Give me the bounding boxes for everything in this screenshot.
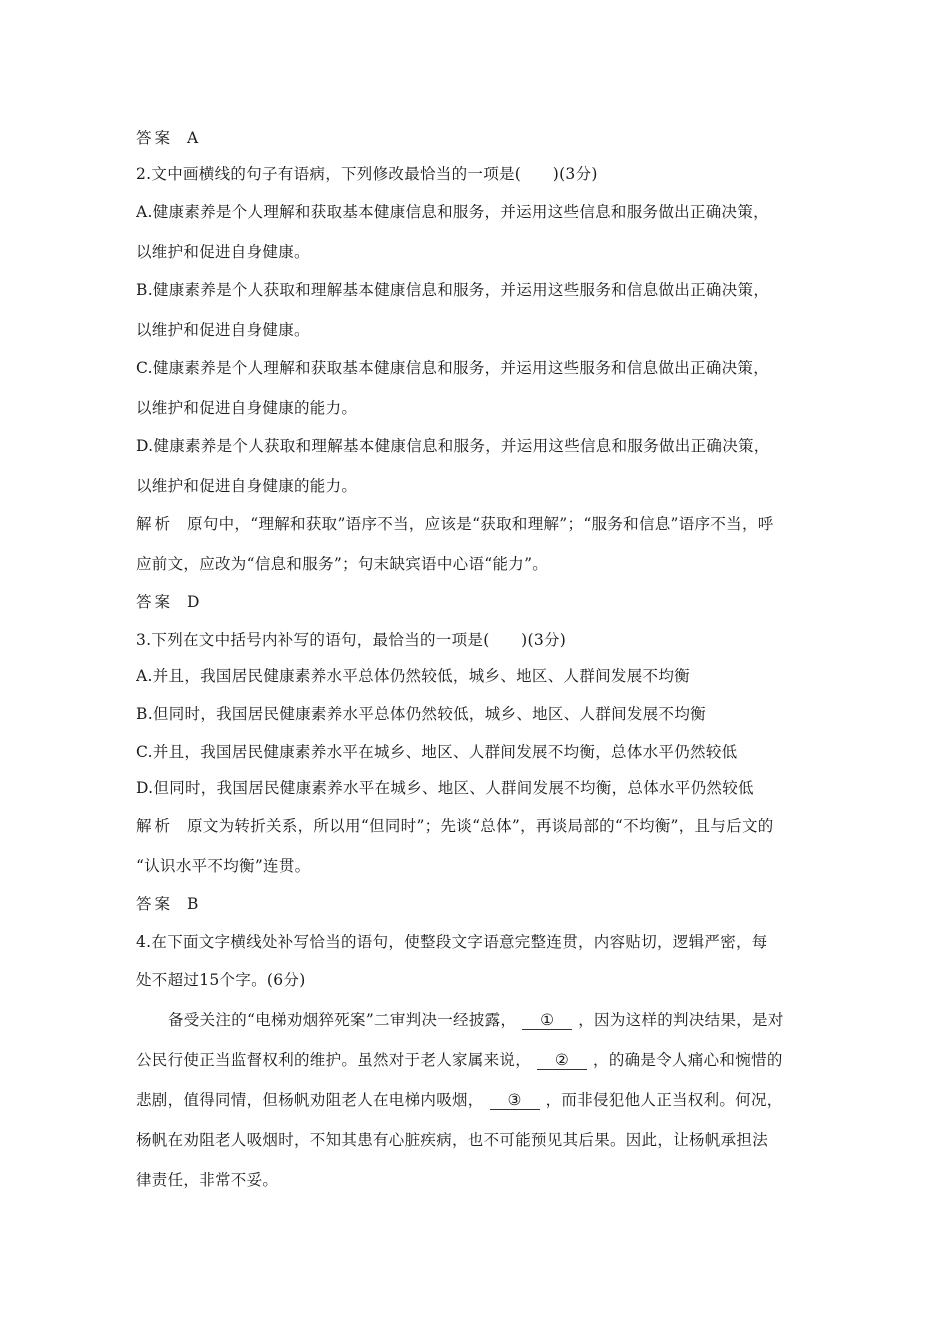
q4-passage-line1 xyxy=(168,1010,816,1030)
q2-analysis-text1: 原句中，“理解和获取”语序不当，应该是“获取和理解”；“服务和信息”语序不当，呼 xyxy=(187,515,774,533)
q1-answer-line xyxy=(136,128,816,148)
q2-stem: 2.文中画横线的句子有语病，下列修改最恰当的一项是( )(3分) xyxy=(136,165,598,183)
q4-passage-line3 xyxy=(136,1090,816,1110)
q2-option-d-line1: D.健康素养是个人获取和理解基本健康信息和服务，并运用这些信息和服务做出正确决策， xyxy=(136,437,770,455)
q3-analysis-text1: 原文为转折关系，所以用“但同时”；先谈“总体”，再谈局部的“不均衡”，且与后文的 xyxy=(187,817,774,835)
q4-passage-text: 公民行使正当监督权利的维护。虽然对于老人家属来说， xyxy=(136,1051,532,1069)
q3-answer-line xyxy=(136,894,816,914)
q2-answer: D xyxy=(187,593,200,611)
q3-analysis-line2: “认识水平不均衡”连贯。 xyxy=(136,857,311,875)
q4-passage-line2 xyxy=(136,1050,816,1070)
q4-passage-line5: 律责任，非常不妥。 xyxy=(136,1171,279,1189)
q2-option-c-line1: C.健康素养是个人理解和获取基本健康信息和服务，并运用这些服务和信息做出正确决策， xyxy=(136,359,770,377)
answer-label: 答案 xyxy=(136,895,174,913)
analysis-label: 解析 xyxy=(136,515,174,533)
q4-passage-text: 备受关注的“电梯劝烟猝死案”二审判决一经披露， xyxy=(168,1011,517,1029)
answer-label: 答案 xyxy=(136,593,174,611)
q4-blank-2: ② xyxy=(537,1052,587,1070)
q3-option-b: B.但同时，我国居民健康素养水平总体仍然较低，城乡、地区、人群间发展不均衡 xyxy=(136,705,706,723)
q2-option-c-line2: 以维护和促进自身健康的能力。 xyxy=(136,399,358,417)
q4-passage-text: ，的确是令人痛心和惋惜的 xyxy=(593,1051,783,1069)
q2-option-d-line2: 以维护和促进自身健康的能力。 xyxy=(136,477,358,495)
q4-passage-line4: 杨帆在劝阻老人吸烟时，不知其患有心脏疾病，也不可能预见其后果。因此，让杨帆承担法 xyxy=(136,1131,769,1149)
q3-answer: B xyxy=(187,895,199,913)
q2-answer-line xyxy=(136,592,816,612)
q4-stem-line2: 处不超过15个字。(6分) xyxy=(136,971,306,989)
q2-analysis-line1 xyxy=(136,514,816,534)
q3-stem: 3.下列在文中括号内补写的语句，最恰当的一项是( )(3分) xyxy=(136,631,567,649)
q3-option-a: A.并且，我国居民健康素养水平总体仍然较低，城乡、地区、人群间发展不均衡 xyxy=(136,667,690,685)
q4-stem-line1: 4.在下面文字横线处补写恰当的语句，使整段文字语意完整连贯，内容贴切，逻辑严密，每 xyxy=(136,933,768,951)
q1-answer: A xyxy=(187,129,199,147)
q4-blank-3: ③ xyxy=(490,1092,540,1110)
q4-passage-text: ，而非侵犯他人正当权利。何况， xyxy=(545,1091,783,1109)
answer-label: 答案 xyxy=(136,129,174,147)
q3-option-c: C.并且，我国居民健康素养水平在城乡、地区、人群间发展不均衡，总体水平仍然较低 xyxy=(136,743,738,761)
analysis-label: 解析 xyxy=(136,817,174,835)
q2-option-b-line1: B.健康素养是个人获取和理解基本健康信息和服务，并运用这些服务和信息做出正确决策， xyxy=(136,281,770,299)
q2-analysis-line2: 应前文，应改为“信息和服务”；句末缺宾语中心语“能力”。 xyxy=(136,555,549,573)
q4-passage-text: ，因为这样的判决结果，是对 xyxy=(578,1011,784,1029)
q4-blank-1: ① xyxy=(522,1012,572,1030)
q2-option-b-line2: 以维护和促进自身健康。 xyxy=(136,321,310,339)
q2-option-a-line1: A.健康素养是个人理解和获取基本健康信息和服务，并运用这些信息和服务做出正确决策， xyxy=(136,203,769,221)
q3-option-d: D.但同时，我国居民健康素养水平在城乡、地区、人群间发展不均衡，总体水平仍然较低 xyxy=(136,779,754,797)
q3-analysis-line1 xyxy=(136,816,816,836)
q2-option-a-line2: 以维护和促进自身健康。 xyxy=(136,243,310,261)
q4-passage-text: 悲剧，值得同情，但杨帆劝阻老人在电梯内吸烟， xyxy=(136,1091,484,1109)
